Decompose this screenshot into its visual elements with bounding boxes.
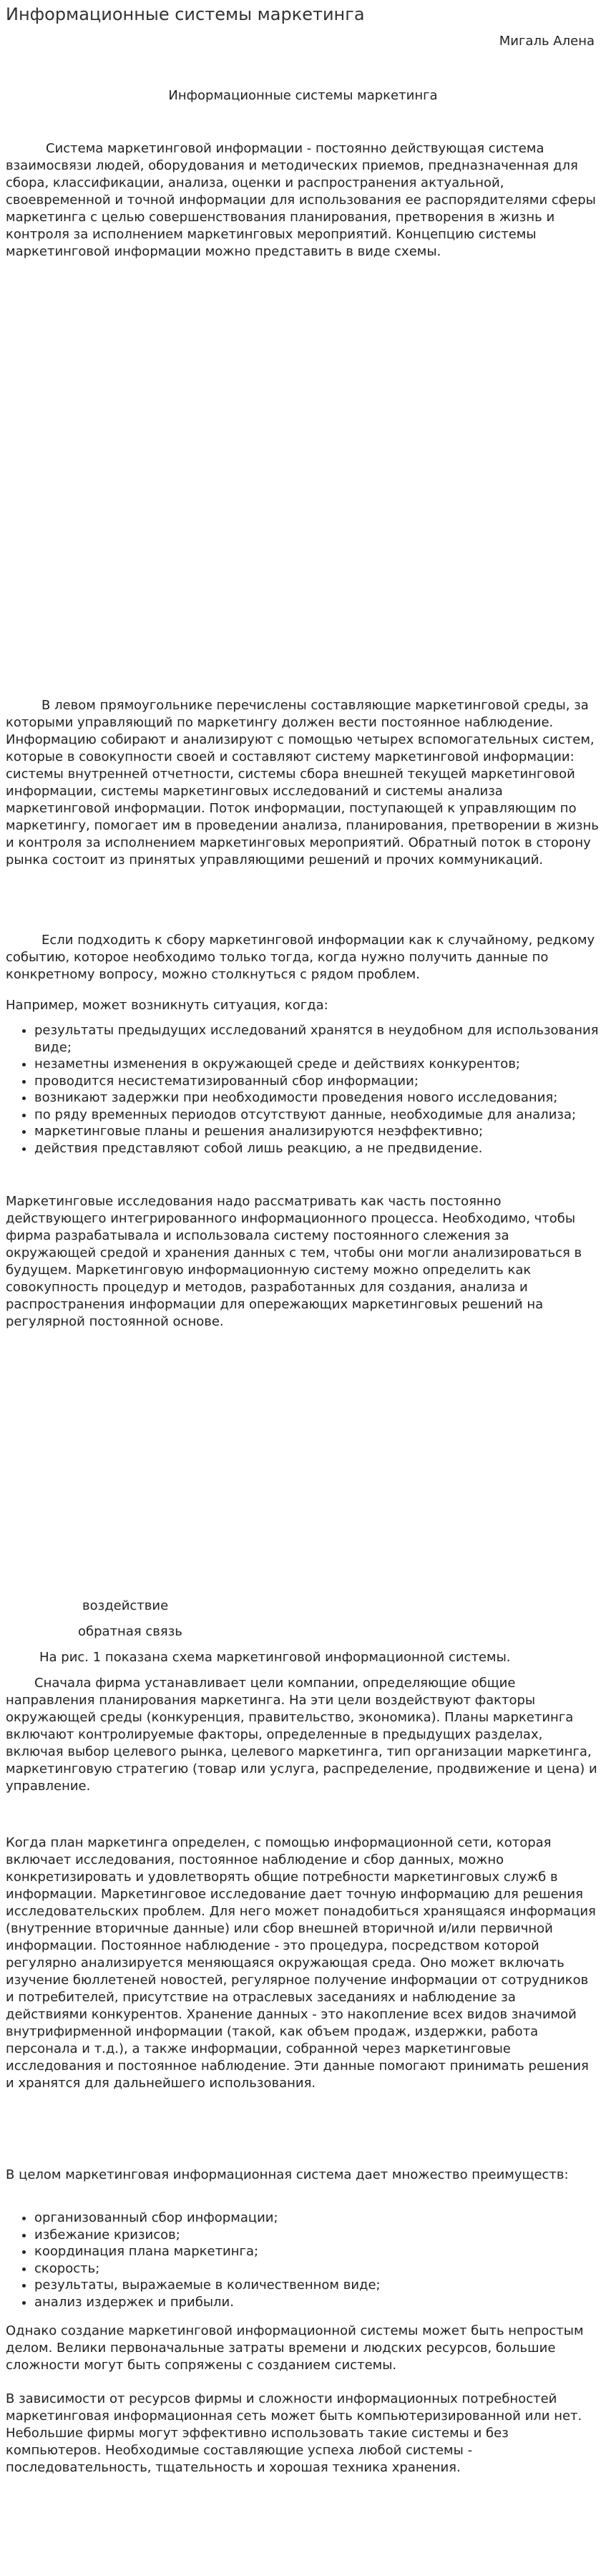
list-item: • координация плана маркетинга; — [34, 2243, 600, 2260]
list-item: • избежание кризисов; — [34, 2227, 600, 2244]
list-item: • результаты предыдущих исследований хранятся в неудобном для использования виде; — [34, 1022, 600, 1056]
figure-label-feedback: обратная связь — [78, 1624, 182, 1639]
paragraph-resources: В зависимости от ресурсов фирмы и сложности информационных потребностей маркетинговая информационная сеть может быть компьютеризированной или нет. Небольшие фирмы могут эффективно использовать такие системы и без компьютеров. Необходимые составляющие успеха любой системы - последовательность, тщательность и хорошая техника хранения. — [6, 2391, 582, 2475]
problems-list — [6, 1022, 600, 1157]
benefits-list — [6, 2210, 600, 2310]
paragraph-difficulties: Однако создание маркетинговой информационной системы может быть непростым делом. Велики первоначальные затраты времени и людских ресурсов, большие сложности могут быть сопряжены с созданием системы. — [6, 2323, 584, 2373]
paragraph-environment: В левом прямоугольнике перечислены составляющие маркетинговой среды, за которыми управляющий по маркетингу должен вести постоянное наблюдение. Информацию собирают и анализируют с помощью четырех вспомогательных систем, которые в совокупности своей и составляют систему маркетинговой информации: системы внутренней отчетности, системы сбора внешней текущей маркетинговой информации, системы маркетинговых исследований и системы анализа маркетинговой информации. Поток информации, поступающей к управляющим по маркетингу, помогает им в проведении анализа, планирования, претворении в жизнь и контроля за исполнением маркетинговых мероприятий. Обратный поток в сторону рынка состоит из принятых управляющими решений и прочих коммуникаций. — [6, 698, 599, 867]
list-item: • незаметны изменения в окружающей среде и действиях конкурентов; — [34, 1056, 600, 1073]
list-item: • по ряду временных периодов отсутствуют данные, необходимые для анализа; — [34, 1107, 600, 1124]
list-item: • организованный сбор информации; — [34, 2210, 600, 2227]
list-item: • скорость; — [34, 2260, 600, 2278]
paragraph-research: Маркетинговые исследования надо рассматривать как часть постоянно действующего интегрированного информационного процесса. Необходимо, чтобы фирма разрабатывала и использовала систему постоянного слежения за окружающей средой и хранения данных с тем, чтобы они могли анализироваться в будущем. Маркетинговую информационную систему можно определить как совокупность процедур и методов, разработанных для создания, анализа и распространения информации для опережающих маркетинговых решений на регулярной постоянной основе. — [6, 1194, 582, 1329]
list-item: • результаты, выражаемые в количественном виде; — [34, 2277, 600, 2294]
paragraph-intro: Система маркетинговой информации - постоянно действующая система взаимосвязи людей, оборудования и методических приемов, предназначенная для сбора, классификации, анализа, оценки и распространения актуальной, своевременной и точной информации для использования ее распорядителями сферы маркетинга с целью совершенствования планирования, претворения в жизнь и контроля за исполнением маркетинговых мероприятий. Концепцию системы маркетинговой информации можно представить в виде схемы. — [6, 141, 596, 259]
paragraph-goals: Сначала фирма устанавливает цели компании, определяющие общие направления планирования маркетинга. На эти цели воздействуют факторы окружающей среды (конкуренция, правительство, экономика). Планы маркетинга включают контролируемые факторы, определенные в предыдущих разделах, включая выбор целевого рынка, целевого маркетинга, тип организации маркетинга, маркетинговую стратегию (товар или услуга, распределение, продвижение и цена) и управление. — [6, 1676, 597, 1794]
list-item: • действия представляют собой лишь реакцию, а не предвидение. — [34, 1140, 600, 1157]
list-item: • маркетинговые планы и решения анализируются неэффективно; — [34, 1123, 600, 1140]
list-item: • анализ издержек и прибыли. — [34, 2294, 600, 2311]
list-item: • проводится несистематизированный сбор информации; — [34, 1073, 600, 1090]
paragraph-plan: Когда план маркетинга определен, с помощью информационной сети, которая включает исследования, постоянное наблюдение и сбор данных, можно конкретизировать и удовлетворять общие потребности маркетинговых служб в информации. Маркетинговое исследование дает точную информацию для решения исследовательских проблем. Для него может понадобиться хранящаяся информация (внутренние вторичные данные) или сбор внешней вторичной и/или первичной информации. Постоянное наблюдение - это процедура, посредством которой регулярно анализируется меняющаяся окружающая среда. Оно может включать изучение бюллетеней новостей, регулярное получение информации от сотрудников и потребителей, присутствие на отраслевых заседаниях и наблюдение за действиями конкурентов. Хранение данных - это накопление всех видов значимой внутрифирменной информации (такой, как объем продаж, издержки, работа персонала и т.д.), а также информации, собранной через маркетинговые исследования и постоянное наблюдение. Эти данные помогают принимать решения и хранятся для дальнейшего использования. — [6, 1835, 596, 2091]
author-name: Мигаль Алена — [499, 34, 595, 49]
section-heading: Информационные системы маркетинга — [168, 88, 438, 103]
figure-label-impact: воздействие — [82, 1598, 169, 1613]
figure-caption: На рис. 1 показана схема маркетинговой информационной системы. — [39, 1650, 511, 1665]
list-item: • возникают задержки при необходимости проведения нового исследования; — [34, 1089, 600, 1107]
paragraph-example: Например, может возникнуть ситуация, когда: — [6, 998, 328, 1013]
paragraph-benefits: В целом маркетинговая информационная система дает множество преимуществ: — [6, 2167, 569, 2182]
paragraph-collection: Если подходить к сбору маркетинговой информации как к случайному, редкому событию, которое необходимо только тогда, когда нужно получить данные по конкретному вопросу, можно столкнуться с рядом проблем. — [6, 933, 595, 982]
document-title: Информационные системы маркетинга — [6, 4, 365, 24]
